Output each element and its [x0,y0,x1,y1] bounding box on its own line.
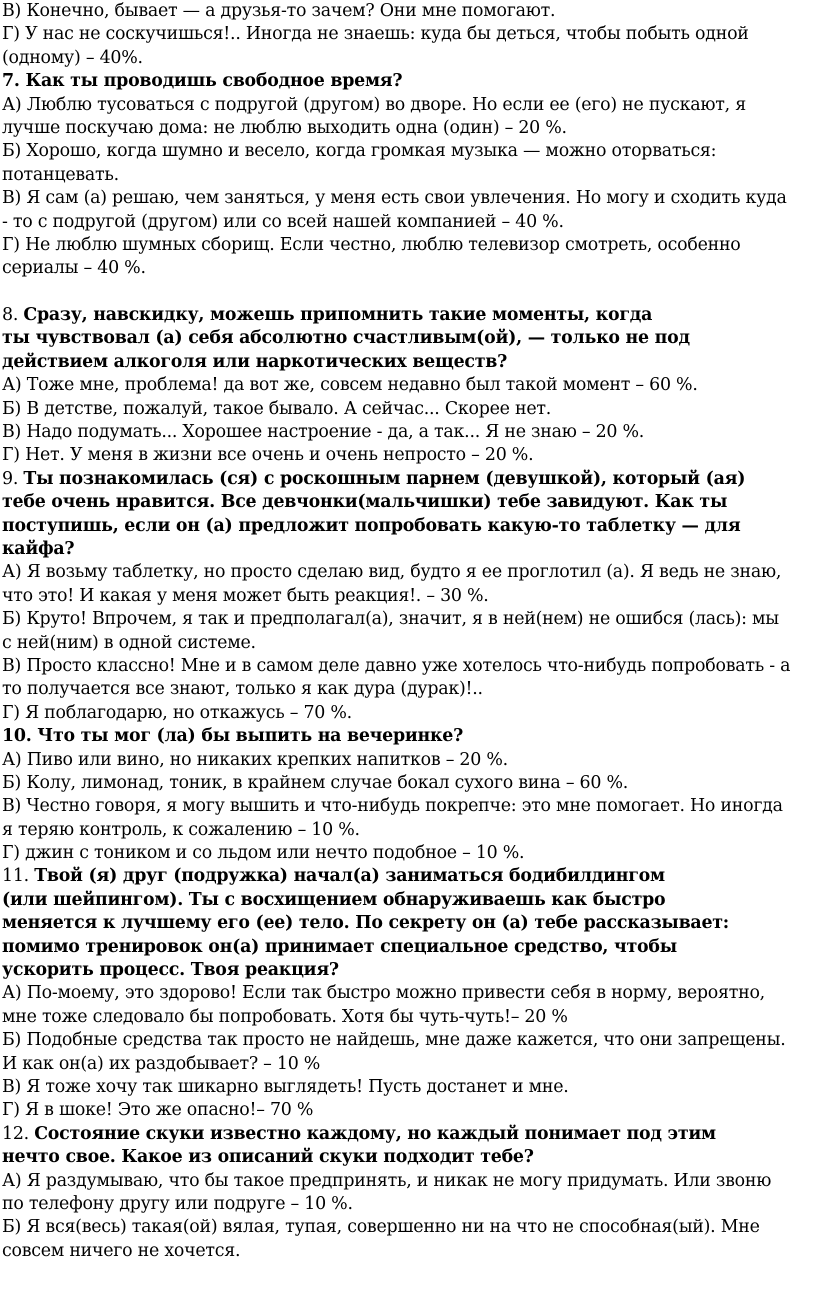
question-text: кайфа? [2,538,75,559]
text-line [2,1170,814,1193]
line-text: Б) Подобные средства так просто не найдешь, мне даже кажется, что они запрещены. [2,1030,786,1051]
question-line [2,1123,814,1146]
line-text: А) По-моему, это здорово! Если так быстро можно привести себя в норму, вероятно, [2,983,765,1004]
text-line [2,47,814,70]
line-text: А) Я возьму таблетку, но просто сделаю вид, будто я ее проглотил (а). Я ведь не знаю, [2,562,782,583]
document-text [2,0,814,1263]
question-text: тебе очень нравится. Все девчонки(мальчишки) тебе завидуют. Как ты [2,492,728,513]
text-line [2,772,814,795]
line-text: Б) Колу, лимонад, тоник, в крайнем случае бокал сухого вина – 60 %. [2,772,628,793]
line-text: Г) Я в шоке! Это же опасно!– 70 % [2,1100,314,1121]
text-line [2,842,814,865]
line-text: Б) Хорошо, когда шумно и весело, когда громкая музыка — можно оторваться: [2,141,717,162]
text-line [2,374,814,397]
question-line [2,865,814,888]
line-text: Г) Я поблагодарю, но откажусь – 70 %. [2,702,352,723]
line-text: А) Люблю тусоваться с подругой (другом) во дворе. Но если ее (его) не пускают, я [2,94,746,115]
line-text: сериалы – 40 %. [2,258,146,279]
question-line [2,959,814,982]
text-line [2,117,814,140]
question-number: 9. [2,468,24,489]
question-line [2,1146,814,1169]
question-line [2,515,814,538]
line-text: что это! И какая у меня может быть реакция!. – 30 %. [2,585,489,606]
text-line [2,749,814,772]
text-line [2,1240,814,1263]
question-number: 8. [2,305,24,326]
text-line [2,561,814,584]
text-line [2,819,814,842]
line-text: А) Пиво или вино, но никаких крепких напитков – 20 %. [2,749,508,770]
question-text: (или шейпингом). Ты с восхищением обнаруживаешь как быстро [2,889,666,910]
question-text: 10. Что ты мог (ла) бы выпить на вечеринке? [2,726,464,747]
text-line [2,1076,814,1099]
question-line [2,304,814,327]
text-line [2,421,814,444]
line-text: по телефону другу или подруге – 10 %. [2,1193,353,1214]
question-line [2,912,814,935]
line-text: В) Я тоже хочу так шикарно выглядеть! Пусть достанет и мне. [2,1076,569,1097]
text-line [2,632,814,655]
question-text: ты чувствовал (а) себя абсолютно счастливым(ой), — только не под [2,328,690,349]
question-line [2,491,814,514]
text-line [2,23,814,46]
question-line [2,351,814,374]
text-line [2,1099,814,1122]
text-line [2,795,814,818]
question-number: 12. [2,1123,35,1144]
line-text: Г) Нет. У меня в жизни все очень и очень непросто – 20 %. [2,445,534,466]
question-text: ускорить процесс. Твоя реакция? [2,960,339,981]
line-text: то получается все знают, только я как дура (дурак)!.. [2,679,483,700]
line-text: И как он(а) их раздобывает? – 10 % [2,1053,321,1074]
line-text: Б) Я вся(весь) такая(ой) вялая, тупая, совершенно ни на что не способная(ый). Мне [2,1217,760,1238]
question-line [2,538,814,561]
question-line [2,725,814,748]
question-line [2,327,814,350]
text-line [2,257,814,280]
text-line [2,211,814,234]
line-text: потанцевать. [2,164,119,185]
question-text: 7. Как ты проводишь свободное время? [2,71,403,92]
question-line [2,468,814,491]
text-line [2,234,814,257]
line-text: В) Конечно, бывает — а друзья-то зачем? Они мне помогают. [2,1,556,21]
text-line [2,1006,814,1029]
text-line [2,0,814,23]
text-line [2,1216,814,1239]
line-text: В) Честно говоря, я могу вышить и что-нибудь покрепче: это мне помогает. Но иногда [2,796,783,817]
line-text: В) Просто классно! Мне и в самом деле давно уже хотелось что-нибудь попробовать - а [2,655,791,676]
line-text: В) Надо подумать... Хорошее настроение - да, а так... Я не знаю – 20 %. [2,422,645,443]
text-line [2,187,814,210]
question-text: помимо тренировок он(а) принимает специальное средство, чтобы [2,936,677,957]
text-line [2,608,814,631]
text-line [2,1193,814,1216]
text-line [2,1029,814,1052]
line-text: лучше поскучаю дома: не люблю выходить одна (один) – 20 %. [2,117,567,138]
question-text: Сразу, навскидку, можешь припомнить такие моменты, когда [23,305,653,326]
question-text: нечто свое. Какое из описаний скуки подходит тебе? [2,1147,534,1168]
line-text: (одному) – 40%. [2,47,143,68]
line-text: В) Я сам (а) решаю, чем заняться, у меня есть свои увлечения. Но могу и сходить куда [2,188,787,209]
text-line [2,94,814,117]
text-line [2,655,814,678]
question-text: меняется к лучшему его (ее) тело. По секрету он (а) тебе рассказывает: [2,913,729,934]
question-line [2,889,814,912]
question-text: Состояние скуки известно каждому, но каждый понимает под этим [34,1123,716,1144]
text-line [2,585,814,608]
text-line [2,1053,814,1076]
line-text: А) Я раздумываю, что бы такое предпринять, и никак не могу придумать. Или звоню [2,1170,772,1191]
line-text: Б) В детстве, пожалуй, такое бывало. А сейчас... Скорее нет. [2,398,552,419]
question-text: Ты познакомилась (ся) с роскошным парнем (девушкой), который (ая) [23,468,746,489]
text-line [2,678,814,701]
line-text: с ней(ним) в одной системе. [2,632,256,653]
question-number: 11. [2,866,35,887]
line-text: мне тоже следовало бы попробовать. Хотя бы чуть-чуть!– 20 % [2,1006,568,1027]
line-text: Б) Круто! Впрочем, я так и предполагал(а), значит, я в ней(нем) не ошибся (лась): мы [2,609,779,630]
blank-line [2,281,814,304]
text-line [2,140,814,163]
text-line [2,702,814,725]
line-text: Г) Не люблю шумных сборищ. Если честно, люблю телевизор смотреть, особенно [2,234,741,255]
line-text: Г) У нас не соскучишься!.. Иногда не знаешь: куда бы деться, чтобы побыть одной [2,24,749,45]
text-line [2,444,814,467]
text-line [2,398,814,421]
text-line [2,164,814,187]
question-line [2,936,814,959]
line-text: совсем ничего не хочется. [2,1240,241,1261]
line-text: А) Тоже мне, проблема! да вот же, совсем недавно был такой момент – 60 %. [2,375,698,396]
line-text: - то с подругой (другом) или со всей нашей компанией – 40 %. [2,211,564,232]
question-line [2,70,814,93]
question-text: действием алкоголя или наркотических веществ? [2,351,508,372]
question-text: поступишь, если он (а) предложит попробовать какую-то таблетку — для [2,515,741,536]
line-text: Г) джин с тоником и со льдом или нечто подобное – 10 %. [2,843,525,864]
line-text: я теряю контроль, к сожалению – 10 %. [2,819,360,840]
question-text: Твой (я) друг (подружка) начал(а) заниматься бодибилдингом [34,866,665,887]
text-line [2,982,814,1005]
